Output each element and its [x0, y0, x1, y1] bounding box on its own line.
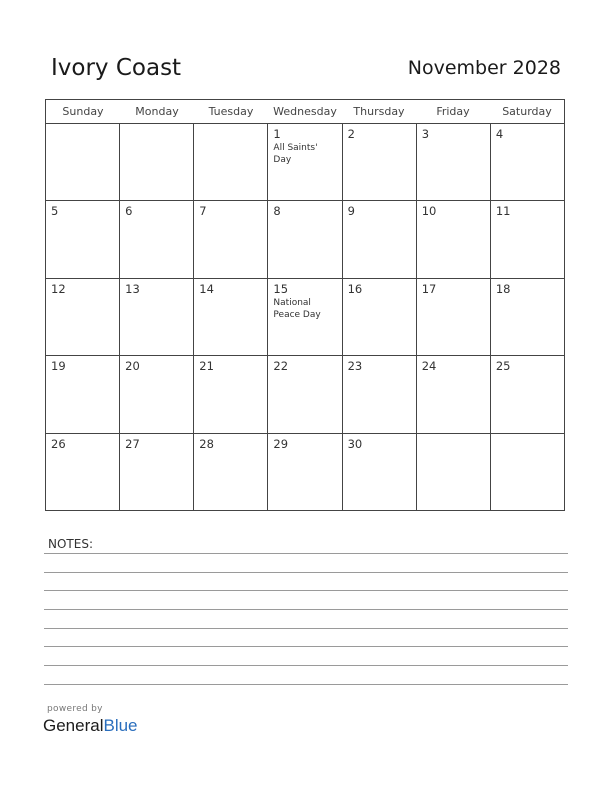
calendar-week-row	[46, 124, 564, 201]
day-number: 6	[125, 204, 133, 219]
day-number: 20	[125, 359, 140, 374]
holiday-label: All Saints' Day	[273, 143, 318, 165]
calendar-day-cell	[417, 201, 491, 277]
calendar-day-cell	[120, 279, 194, 355]
calendar-day-cell	[194, 201, 268, 277]
weekday-label: Thursday	[353, 105, 405, 118]
notes-label: NOTES:	[48, 537, 93, 551]
calendar-day-cell	[417, 124, 491, 200]
day-number: 23	[347, 359, 363, 374]
calendar-day-cell	[46, 201, 120, 277]
brand-general-text: General	[43, 716, 104, 735]
calendar-day-cell	[120, 434, 194, 510]
day-number: 15	[273, 281, 289, 296]
weekday-label: Sunday	[62, 105, 104, 118]
day-number: 26	[51, 436, 66, 451]
calendar-day-cell	[343, 124, 417, 200]
day-number: 3	[421, 127, 430, 141]
day-number: 12	[51, 281, 66, 296]
day-number: 14	[199, 281, 214, 296]
day-number: 21	[199, 359, 214, 374]
calendar-day-cell	[120, 201, 194, 277]
calendar-day-cell	[46, 279, 120, 355]
day-number: 8	[273, 204, 281, 219]
day-number: 7	[199, 204, 207, 219]
calendar-day-cell	[343, 356, 417, 432]
calendar-day-cell	[417, 356, 491, 432]
calendar-day-cell	[194, 356, 268, 432]
day-number: 25	[495, 359, 511, 374]
day-number: 18	[495, 281, 511, 296]
weekday-label: Wednesday	[273, 105, 337, 118]
weekday-header-row	[46, 100, 564, 124]
calendar-week-row	[46, 279, 564, 356]
note-line	[44, 572, 568, 573]
calendar-week-row	[46, 356, 564, 433]
calendar-day-cell	[194, 124, 268, 200]
calendar-day-cell	[268, 279, 342, 355]
day-number: 27	[125, 436, 140, 451]
calendar-day-cell	[417, 434, 491, 510]
calendar-day-cell	[120, 124, 194, 200]
note-line	[44, 590, 568, 591]
calendar-day-cell	[120, 356, 194, 432]
calendar-day-cell	[268, 434, 342, 510]
note-line	[44, 553, 568, 554]
day-number: 22	[273, 359, 289, 374]
calendar-day-cell	[343, 279, 417, 355]
day-number: 28	[199, 436, 214, 451]
day-number: 10	[421, 204, 437, 219]
day-number: 2	[347, 127, 355, 141]
calendar-day-cell	[46, 434, 120, 510]
calendar-day-cell	[268, 201, 342, 277]
calendar-grid	[45, 99, 565, 511]
day-number: 11	[495, 204, 511, 219]
calendar-day-cell	[491, 279, 564, 355]
calendar-day-cell	[417, 279, 491, 355]
day-number: 19	[51, 359, 66, 374]
calendar-day-cell	[343, 201, 417, 277]
day-number: 9	[347, 204, 355, 219]
day-number: 17	[421, 281, 437, 296]
country-title: Ivory Coast	[51, 55, 182, 81]
note-line	[44, 665, 568, 666]
day-number: 16	[347, 281, 363, 296]
calendar-weeks	[46, 124, 564, 510]
note-line	[44, 684, 568, 685]
day-number: 24	[421, 359, 437, 374]
calendar-day-cell	[491, 124, 564, 200]
day-number: 29	[273, 436, 289, 451]
calendar-day-cell	[268, 124, 342, 200]
weekday-label: Tuesday	[208, 105, 254, 118]
day-number: 1	[273, 127, 281, 141]
calendar-week-row	[46, 434, 564, 510]
month-title: November 2028	[407, 57, 561, 79]
brand-blue-text: Blue	[103, 716, 138, 735]
note-line	[44, 609, 568, 610]
powered-by-text: powered by	[47, 704, 103, 714]
day-number: 30	[347, 436, 363, 451]
weekday-label: Saturday	[502, 105, 552, 118]
calendar-day-cell	[491, 356, 564, 432]
calendar-day-cell	[268, 356, 342, 432]
generalblue-logo	[43, 716, 138, 736]
calendar-day-cell	[491, 434, 564, 510]
holiday-label: National Peace Day	[273, 297, 321, 320]
weekday-label: Monday	[135, 105, 179, 118]
day-number: 4	[495, 127, 504, 141]
calendar-week-row	[46, 201, 564, 278]
weekday-label: Friday	[436, 105, 470, 118]
calendar-day-cell	[194, 279, 268, 355]
note-line	[44, 628, 568, 629]
day-number: 5	[51, 204, 59, 219]
day-number: 13	[125, 281, 140, 296]
calendar-day-cell	[343, 434, 417, 510]
calendar-day-cell	[46, 356, 120, 432]
note-line	[44, 646, 568, 647]
calendar-day-cell	[46, 124, 120, 200]
calendar-day-cell	[194, 434, 268, 510]
calendar-day-cell	[491, 201, 564, 277]
